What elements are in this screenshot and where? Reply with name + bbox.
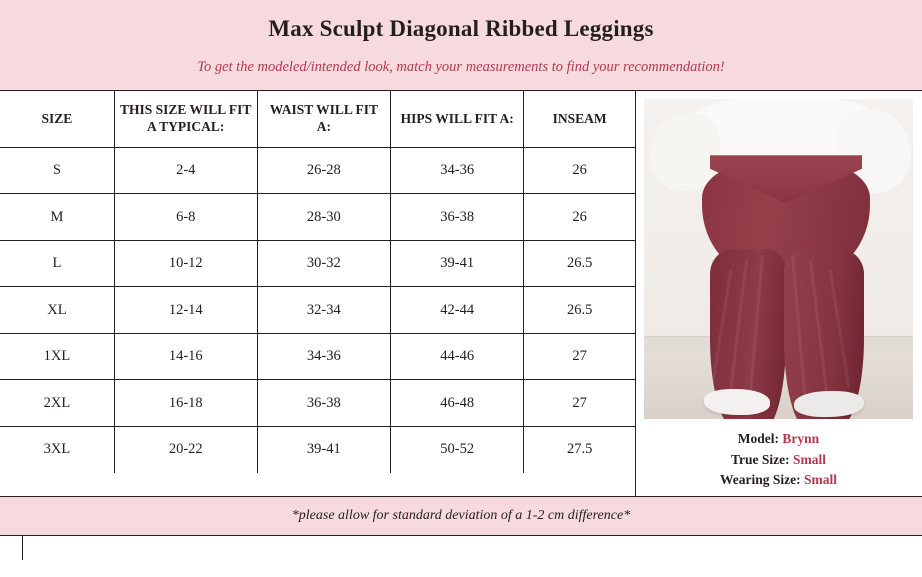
footer-note: *please allow for standard deviation of a 1-2 cm difference* [291,508,631,524]
model-name-line [644,429,913,449]
page-title: Max Sculpt Diagonal Ribbed Leggings [268,16,654,41]
cell-waist: 26-28 [257,147,390,194]
cell-typical: 6-8 [114,194,257,241]
cell-inseam: 27.5 [566,441,593,458]
table-header-row [0,91,635,147]
rib-line [791,255,808,415]
cell-inseam: 27 [524,333,635,380]
cell-typical: 10-12 [114,240,257,287]
cell-waist: 36-38 [257,380,390,427]
cell-hips: 50-52 [391,426,524,473]
model-label: Model: [737,431,780,447]
cell-inseam: 26.5 [524,240,635,287]
wearing-size-label: Wearing Size: [719,471,801,487]
header-band [0,0,922,91]
column-header-inseam: INSEAM [524,91,635,147]
size-table-wrapper [0,91,636,496]
cell-waist: 32-34 [257,287,390,334]
cell-inseam: 26 [524,147,635,194]
cell-inseam: 26.5 [524,287,635,334]
cell-inseam: 26 [524,194,635,241]
table-row [0,333,635,380]
cell-typical: 2-4 [114,147,257,194]
cell-hips: 44-46 [391,333,524,380]
left-sneaker [704,389,770,415]
cell-size: L [0,240,114,287]
table-row [0,240,635,287]
cell-waist: 39-41 [257,426,390,473]
table-row [0,194,635,241]
column-header-waist: WAIST WILL FIT A: [257,91,390,147]
rib-line [809,260,830,409]
table-row [0,147,635,194]
cell-typical: 20-22 [114,426,257,473]
cell-size: M [0,194,114,241]
column-header-typical: THIS SIZE WILL FIT A TYPICAL: [114,91,257,147]
cell-size: 2XL [0,380,114,427]
header-subtitle: To get the modeled/intended look, match your measurements to find your recommendation! [197,59,725,76]
cell-typical: 12-14 [114,287,257,334]
column-header-hips: HIPS WILL FIT A: [391,91,524,147]
cell-waist: 30-32 [257,240,390,287]
true-size-label: True Size: [731,451,790,467]
model-details [644,429,913,490]
cell-hips: 39-41 [391,240,524,287]
column-header-size: SIZE [0,91,114,147]
cell-hips: 34-36 [391,147,524,194]
wearing-size-value: Small [803,471,837,487]
cell-inseam: 27 [524,380,635,427]
model-photo-panel [636,91,921,496]
cell-size: 3XL [0,426,114,473]
cell-size: S [0,147,114,194]
table-row [0,426,635,473]
table-row [0,380,635,427]
bottom-border-strip [22,536,922,560]
model-value: Brynn [782,431,820,447]
table-row [0,287,635,334]
size-table [0,91,635,473]
rib-line [711,270,733,389]
true-size-line [644,450,913,470]
wearing-size-line [644,470,913,490]
cell-hips: 46-48 [391,380,524,427]
cell-hips: 42-44 [391,287,524,334]
true-size-value: Small [792,451,826,467]
cell-waist: 28-30 [257,194,390,241]
cell-hips: 36-38 [391,194,524,241]
footer-note-band [0,497,922,536]
cell-size: 1XL [0,333,114,380]
cell-typical: 14-16 [114,333,257,380]
cell-typical: 16-18 [114,380,257,427]
model-photo [644,99,913,419]
rib-line [829,270,851,389]
cell-waist: 34-36 [257,333,390,380]
cell-size: XL [0,287,114,334]
chart-body [0,91,922,497]
